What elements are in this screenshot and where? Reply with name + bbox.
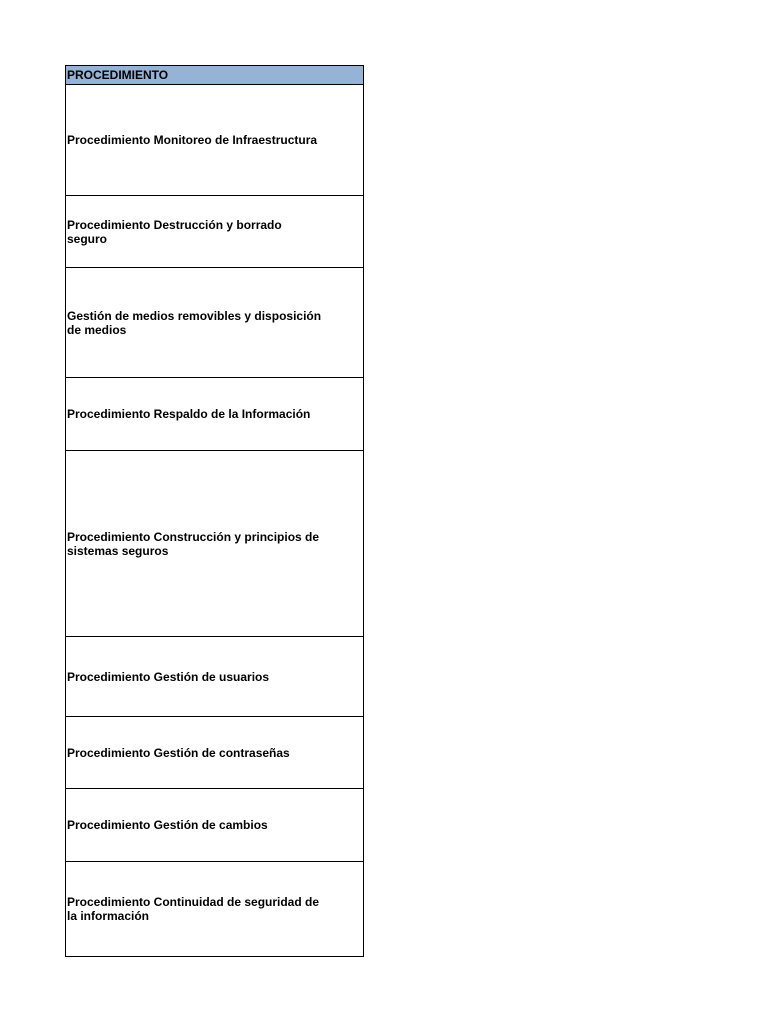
table-row[interactable] [66, 378, 363, 451]
table-row[interactable] [66, 268, 363, 378]
table-row[interactable] [66, 789, 363, 862]
row-cell-text: Procedimiento Construcción y principios de sistemas seguros [67, 529, 320, 558]
table-row[interactable] [66, 196, 363, 268]
row-cell-text: Procedimiento Monitoreo de Infraestructura [67, 133, 318, 147]
row-cell-text: Gestión de medios removibles y disposición de medios [67, 308, 322, 337]
table-row[interactable] [66, 637, 363, 717]
table-row[interactable] [66, 862, 363, 956]
row-cell-text: Procedimiento Gestión de cambios [67, 818, 268, 832]
table-row[interactable] [66, 717, 363, 789]
row-cell-text: Procedimiento Gestión de usuarios [67, 669, 270, 684]
row-cell-text: Procedimiento Gestión de contraseñas [67, 745, 290, 760]
row-cell-text: Procedimiento Respaldo de la Información [67, 407, 311, 421]
table-row[interactable] [66, 85, 363, 196]
table-row[interactable] [66, 451, 363, 637]
row-cell-text: Procedimiento Destrucción y borrado seguro [67, 217, 282, 246]
column-header-procedimiento[interactable]: PROCEDIMIENTO [66, 66, 363, 85]
row-cell-text: Procedimiento Continuidad de seguridad de la información [67, 895, 320, 923]
procedimiento-table [65, 65, 364, 957]
